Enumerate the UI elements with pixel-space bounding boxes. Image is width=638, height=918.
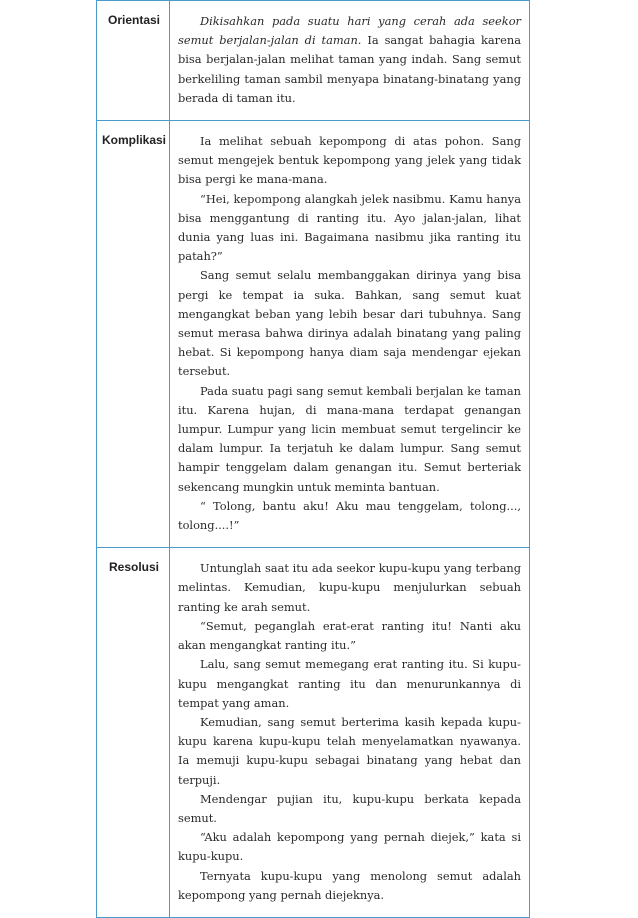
italic-opening: Dikisahkan pada suatu hari yang cerah ada seekor semut berjalan-jalan di taman. — [178, 14, 521, 48]
paragraph: Ia melihat sebuah kepompong di atas pohon. Sang semut mengejek bentuk kepompong yang jelek yang tidak bisa pergi ke mana-mana. — [178, 134, 521, 187]
paragraph: “Hei, kepompong alangkah jelek nasibmu. Kamu hanya bisa menggantung di ranting itu. Ayo jalan-jalan, lihat dunia yang luas ini. Bagaimana nasibmu jika ranting itu patah?” — [178, 191, 521, 264]
row-label-orientasi: Orientasi — [97, 1, 170, 121]
paragraph: Untunglah saat itu ada seekor kupu-kupu yang terbang melintas. Kemudian, kupu-kupu menjulurkan sebuah ranting ke arah semut. — [178, 561, 521, 614]
paragraph: Kemudian, sang semut berterima kasih kepada kupu-kupu karena kupu-kupu telah menyelamatkan nyawanya. Ia memuji kupu-kupu sebagai binatang yang hebat dan terpuji. — [178, 714, 521, 787]
paragraph-rest: Ia sangat bahagia karena bisa berjalan-jalan melihat taman yang indah. Sang semut berkeliling taman sambil menyapa binatang-binatang yang berada di taman itu. — [178, 33, 521, 105]
row-label-komplikasi: Komplikasi — [97, 121, 170, 548]
table-row-orientasi — [97, 1, 530, 121]
story-structure-table — [96, 0, 530, 918]
paragraph: “Semut, peganglah erat-erat ranting itu! Nanti aku akan mengangkat ranting itu.” — [178, 618, 521, 653]
paragraph: Lalu, sang semut memegang erat ranting itu. Si kupu-kupu mengangkat ranting itu dan menurunkannya di tempat yang aman. — [178, 657, 521, 710]
paragraph: “ Tolong, bantu aku! Aku mau tenggelam, tolong..., tolong....!” — [178, 498, 521, 533]
paragraph: Pada suatu pagi sang semut kembali berjalan ke taman itu. Karena hujan, di mana-mana terdapat genangan lumpur. Lumpur yang licin membuat semut tergelincir ke dalam lumpur. Ia terjatuh ke dalam lumpur. Sang semut hampir tenggelam dalam genangan itu. Semut berteriak sekencang mungkin untuk meminta bantuan. — [178, 383, 521, 494]
document-page — [96, 0, 530, 902]
paragraph: Ternyata kupu-kupu yang menolong semut adalah kepompong yang pernah diejeknya. — [178, 868, 521, 902]
paragraph: Sang semut selalu membanggakan dirinya yang bisa pergi ke tempat ia suka. Bahkan, sang semut kuat mengangkat beban yang lebih besar dari tubuhnya. Sang semut merasa bahwa dirinya adalah binatang yang paling hebat. Si kepompong hanya diam saja mendengar ejekan tersebut. — [178, 268, 521, 379]
row-text-komplikasi — [170, 121, 530, 548]
paragraph — [178, 12, 521, 108]
paragraph: Mendengar pujian itu, kupu-kupu berkata kepada semut. — [178, 791, 521, 825]
row-text-resolusi — [170, 548, 530, 918]
table-row-komplikasi — [97, 121, 530, 548]
paragraph: “Aku adalah kepompong yang pernah diejek,” kata si kupu-kupu. — [178, 830, 521, 864]
row-label-resolusi: Resolusi — [97, 548, 170, 918]
table-row-resolusi — [97, 548, 530, 918]
row-text-orientasi — [170, 1, 530, 121]
